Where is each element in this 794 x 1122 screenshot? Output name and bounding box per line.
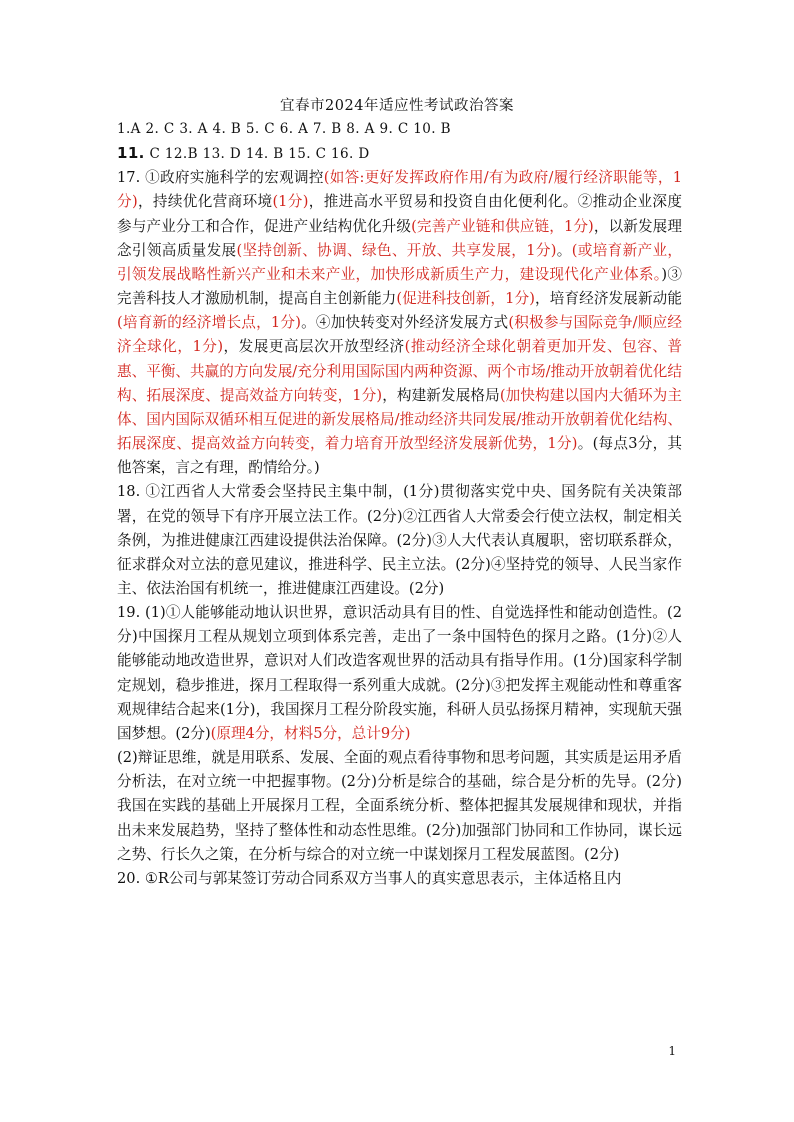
question-18-answer: 18. ①江西省人大常委会坚持民主集中制，(1分)贯彻落实党中央、国务院有关决策部署，在党的领导下有序开展立法工作。(2分)②江西省人大常委会行使立法权，制定相关条例，为推进健康江西建设提供法治保障。(2分)③人大代表认真履职，密切联系群众，征求群众对立法的意见建议，推进科学、民主立法。(2分)④坚持党的领导、人民当家作主、依法治国有机统一，推进健康江西建设。(2分) xyxy=(117,483,682,597)
q17-scoring-note: (完善产业链和供应链，1分) xyxy=(411,217,594,235)
mcq-answers-line-1: 1.A 2. C 3. A 4. B 5. C 6. A 7. B 8. A 9. C 10. B xyxy=(117,121,451,137)
q17-scoring-note: (如答:更好发挥政府作用/有为政府/履行经济职能等，1分) xyxy=(117,169,682,211)
q17-scoring-note: (或培育新产业，引领发展战略性新兴产业和未来产业，加快形成新质生产力，建设现代化产业体系。 xyxy=(117,241,682,283)
q17-scoring-note: (坚持创新、协调、绿色、开放、共享发展，1分) xyxy=(236,241,557,259)
q19-1-scoring-note: (原理4分，材料5分，总计9分) xyxy=(210,724,411,742)
q17-segment: )③完善科技人才激励机制，提高自主创新能力 xyxy=(117,265,682,308)
q17-segment: 。(每点3分，其他答案，言之有理，酌情给分。) xyxy=(117,435,683,477)
document-title: 宜春市2024年适应性考试政治答案 xyxy=(280,98,514,114)
q17-segment: 。 xyxy=(556,241,572,259)
q17-scoring-note: (培育新的经济增长点，1分) xyxy=(117,314,301,332)
mcq-answers-line-2 xyxy=(117,141,682,166)
q17-segment: ，以新发展理念引领高质量发展 xyxy=(117,217,682,259)
q17-scoring-note: (积极参与国际竞争/顺应经济全球化，1分) xyxy=(117,314,682,356)
question-19-part-2-answer: (2)辩证思维，就是用联系、发展、全面的观点看待事物和思考问题，其实质是运用矛盾分析法，在对立统一中把握事物。(2分)分析是综合的基础，综合是分析的先导。(2分)我国在实践的基础上开展探月工程，全面系统分析、整体把握其发展规律和现状，并指出未来发展趋势，坚持了整体性和动态性思维。(2分)加强部门协同和工作协同，谋长远之势、行长久之策，在分析与综合的对立统一中谋划探月工程发展蓝图。(2分) xyxy=(117,749,682,863)
q17-segment: ，构建新发展格局 xyxy=(382,386,500,404)
q17-segment: 17. ①政府实施科学的宏观调控 xyxy=(117,169,324,187)
q17-scoring-note: (1分) xyxy=(272,193,309,211)
q17-scoring-note: (促进科技创新，1分) xyxy=(396,290,535,308)
question-19-part-1-answer xyxy=(117,601,682,746)
q17-segment: 。④加快转变对外经济发展方式 xyxy=(300,314,509,332)
q17-scoring-note: (推动经济全球化朝着更加开发、包容、普惠、平衡、共赢的方向发展/充分利用国际国内两种资源、两个市场/推动开放朝着优化结构、拓展深度、提高效益方向转变，1分) xyxy=(117,338,682,404)
mcq-answers-line-2-text: C 12.B 13. D 14. B 15. C 16. D xyxy=(144,146,370,163)
question-17-answer xyxy=(117,166,682,480)
mcq-question-11-number: 11. xyxy=(117,144,145,163)
q17-segment: ，发展更高层次开放型经济 xyxy=(223,338,405,356)
q17-scoring-note: (加快构建以国内大循环为主体、国内国际双循环相互促进的新发展格局/推动经济共同发展/推动开放朝着优化结构、拓展深度、提高效益方向转变，着力培育开放型经济发展新优势，1分) xyxy=(117,386,682,453)
q19-1-text: 19. (1)①人能够能动地认识世界，意识活动具有目的性、自觉选择性和能动创造性。(2分)中国探月工程从规划立项到体系完善，走出了一条中国特色的探月之路。(1分)②人能够能动地改造世界，意识对人们改造客观世界的活动具有指导作用。(1分)国家科学制定规划，稳步推进，探月工程取得一系列重大成就。(2分)③把发挥主观能动性和尊重客观规律结合起来(1分)，我国探月工程分阶段实施，科研人员弘扬探月精神，实现航天强国梦想。(2分) xyxy=(117,604,682,742)
q17-segment: ，推进高水平贸易和投资自由化便利化。②推动企业深度参与产业分工和合作，促进产业结构优化升级 xyxy=(117,193,682,235)
question-20-answer: 20. ①R公司与郭某签订劳动合同系双方当事人的真实意思表示，主体适格且内 xyxy=(117,869,622,887)
q17-segment: ，持续优化营商环境 xyxy=(137,193,273,211)
page-number: 1 xyxy=(668,1044,676,1058)
answer-body xyxy=(117,117,682,891)
q17-segment: ，培育经济发展新动能 xyxy=(534,290,682,308)
